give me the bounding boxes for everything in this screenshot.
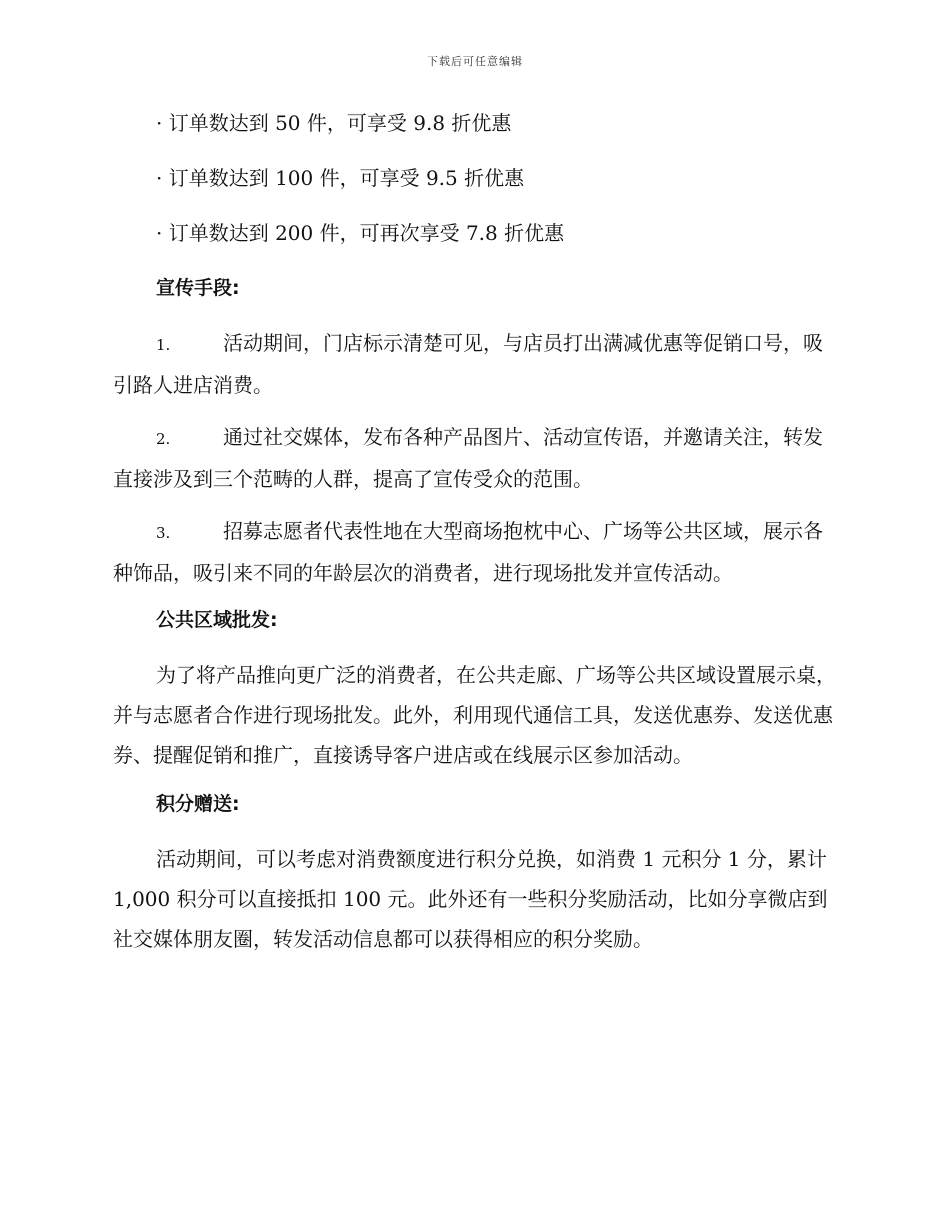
item-number: 3. bbox=[156, 524, 171, 542]
promotion-item-2 bbox=[113, 417, 838, 499]
item-text: 招募志愿者代表性地在大型商场抱枕中心、广场等公共区域，展示各种饰品，吸引来不同的年龄层次的消费者，进行现场批发并宣传活动。 bbox=[113, 519, 823, 585]
public-area-heading: 公共区域批发: bbox=[156, 609, 278, 631]
discount-item-200: · 订单数达到 200 件，可再次享受 7.8 折优惠 bbox=[156, 221, 565, 245]
page-header: 下载后可任意编辑 bbox=[427, 55, 523, 68]
promotion-item-3 bbox=[113, 511, 838, 593]
item-number: 1. bbox=[156, 336, 171, 354]
discount-item-50: · 订单数达到 50 件，可享受 9.8 折优惠 bbox=[156, 111, 512, 135]
points-heading: 积分赠送: bbox=[156, 793, 240, 815]
public-area-paragraph: 为了将产品推向更广泛的消费者，在公共走廊、广场等公共区域设置展示桌，并与志愿者合作进行现场批发。此外，利用现代通信工具，发送优惠券、发送优惠券、提醒促销和推广，直接诱导客户进店或在线展示区参加活动。 bbox=[113, 663, 836, 767]
item-text: 活动期间，门店标示清楚可见，与店员打出满减优惠等促销口号，吸引路人进店消费。 bbox=[113, 331, 823, 397]
promotion-item-1 bbox=[113, 323, 838, 405]
promotion-heading: 宣传手段: bbox=[156, 277, 240, 299]
item-text: 通过社交媒体，发布各种产品图片、活动宣传语，并邀请关注，转发直接涉及到三个范畴的人群，提高了宣传受众的范围。 bbox=[113, 425, 823, 491]
discount-item-100: · 订单数达到 100 件，可享受 9.5 折优惠 bbox=[156, 166, 525, 190]
points-paragraph: 活动期间，可以考虑对消费额度进行积分兑换，如消费 1 元积分 1 分，累计 1,000 积分可以直接抵扣 100 元。此外还有一些积分奖励活动，比如分享微店到社交媒体朋友圈，转发活动信息都可以获得相应的积分奖励。 bbox=[113, 847, 828, 951]
document-body bbox=[113, 108, 838, 973]
item-number: 2. bbox=[156, 430, 171, 448]
